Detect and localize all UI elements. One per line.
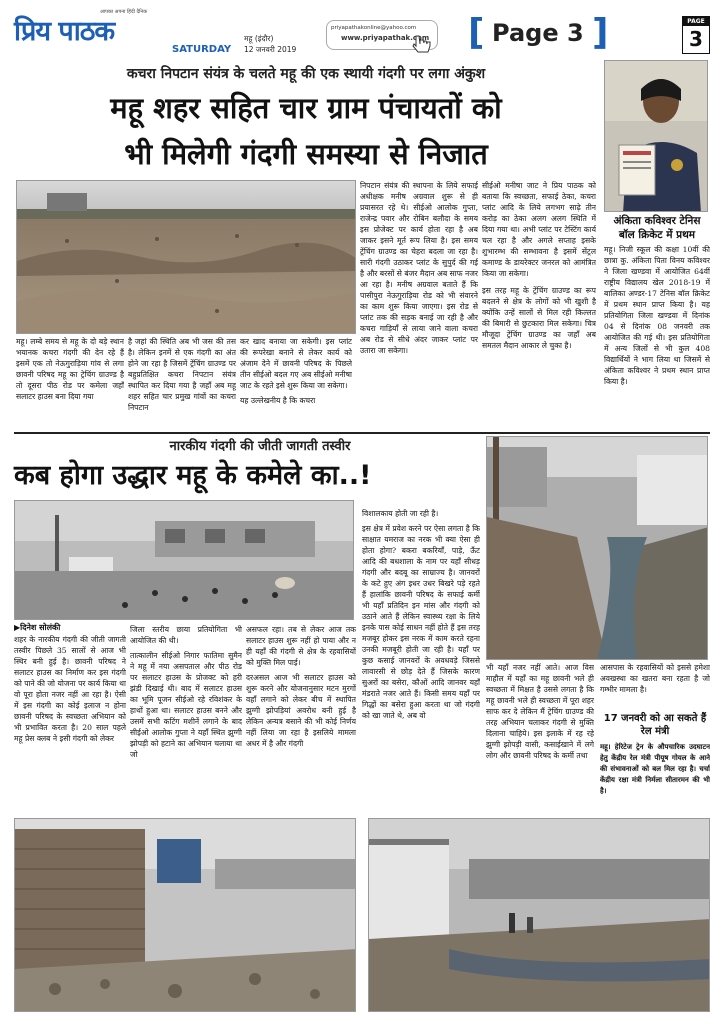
brand-logo: [14, 14, 152, 50]
slum-drain-photo: [368, 818, 710, 1012]
story2-col2: जिला स्तरीय छाया प्रतियोगिता भी आयोजित की थी। तात्कालीन सीईओ निगार फातिमा सुमैन ने महू में नया असपताल और पीठ रोड पर सलाटर हाउस के प्रोजक्ट को हरी झंडी दिखाई थी। बाद में सलाटर हाउस का भूमि पूजन सीईओ रहे रविशंकर के हाथों हुआ था। सलाटर हाउस बनने और उसमें सभी कटिंग मशीनें लगाने के बाद सीईओ आलोक गुप्ता ने यहाँ स्थित झुग्गी झोपड़ी को हटाने का अभियान चलाया था जो: [130, 625, 242, 759]
email[interactable]: priyapathakonline@yahoo.com: [331, 25, 417, 31]
issue-day: SATURDAY: [172, 44, 232, 55]
story1-headline-line2: भी मिलेगी गंदगी समस्या से निजात: [124, 137, 488, 171]
drain-photo: [486, 436, 708, 660]
story1-col2: है जहां की स्थिति अब भी जस की तस है। लेकिन इनमें से एक गंदगी का अंत होने जा रहा है जिसमें ट्रेंचिंग ग्राउण्ड पर बहुप्रतिक्षित कचरा निपटान संयंत्र स्थापित कर दिया गया है जहाँ अब महू शहर सहित चार प्रमुख गांवों का कचरा निपटान: [128, 337, 236, 412]
story1-col3: कर खाद बनाया जा सकेगी। इस प्लांट की रूपरेखा बनाने से लेकर कार्य को अंजाम देने में छावनी परिषद के पिछले तीन सीईओ बदल गए अब सीईओ मनीषा जाट के रहते इसे शुरू किया जा सकेगा। यह उल्लेखनीय है कि कचरा: [240, 337, 352, 405]
story2-col4: विशालकाय होती जा रही है। इस क्षेत्र में प्रवेश करने पर ऐसा लगता है कि साक्षात यमराज का नरक भी क्या ऐसा ही होता होगा? बकरा बकरियाँ, पाड़े, ऊँट आदि की बधशाला के नाम पर यहाँ सीधड़ गंदगी और बदबू का साम्राज्य है। जानवरों के कटे हुए अंग इधर उधर बिखरे पड़े रहते हैं हालांकि छावनी परिषद के सफाई कर्मी भी यहाँ प्रतिदिन इन मांस और गंदगी को उठाने आते हैं लेकिन स्वास्थ्य रक्षा के लिये इनके पास कोई साधन नहीं होते हैं इस तरह मजबूर होकर इस नरक में काम करते रहना उनकी मजबूरी होती जा रही है। यहाँ पर कुछ कसाई जानवरों के अवधवड़े जिससे लावारसी से छोड़ देते हैं जिसके कारण सुअरों का बसेरा, कौओं आदि जानवर यहाँ मंडराते नजर आते हैं। किसी समय यहाँ पर गिद्धों का बसेरा हुआ करता था जो गंदगी को खा जाते थे, अब वो: [362, 509, 480, 720]
sidebar-heading: अंकिता कविश्वर टेनिस बॉल क्रिकेट में प्रथम: [613, 215, 701, 241]
story1-kicker: कचरा निपटान संयंत्र के चलते महू की एक स्थायी गंदगी पर लगा अंकुश: [126, 66, 486, 82]
story2-col1: शहर के नारकीय गंदगी की जीती जागती तस्वीर पिछले 35 सालों से आज भी स्थिर बनी हुई है। छावनी परिषद ने सलाटर हाउस का निर्माण कर इस गंदगी को पाने की जो योजना पर कार्य किया था वो पूरा होता नजर नहीं आ रहा है। ऐसी में इस गंदगी का कोई इलाज न होना छावनी परिषद के स्वच्छता अभियान को भी प्रभावित करता है। 20 साल पहले महू प्रेस क्लब ने इसी गंदगी को लेकर: [14, 635, 126, 743]
kamela-street-photo: [14, 500, 354, 620]
story2-headline: कब होगा उद्धार महू के कमेले का..!: [14, 460, 372, 491]
brand-name: प्रिय पाठक: [14, 16, 115, 47]
byline-name: दिनेश सोलंकी: [20, 623, 61, 632]
page-label-text: Page 3: [492, 19, 584, 47]
website[interactable]: www.priyapathak.com: [341, 34, 430, 42]
story1-headline-line1: महू शहर सहित चार ग्राम पंचायतों को: [110, 91, 502, 125]
slaughterhouse-ruins-photo: [14, 818, 356, 1012]
pointer-hand-icon: [412, 34, 434, 54]
byline-marker: ▶: [14, 623, 21, 632]
page-corner-badge: PAGE 3: [682, 16, 710, 54]
tagline: आपका अपना हिंदी दैनिक: [100, 9, 148, 15]
story1-col5: सीईओ मनीषा जाट ने प्रिय पाठक को बताया कि स्वच्छता, सफाई ठेका, कचरा प्लांट आदि के लिये लगभग साढ़े तीन करोड़ का ठेका अलग अलग स्थिति में दिया गया था। अभी प्लांट पर टेस्टिंग कार्य चल रहा है और अगले सप्ताह इसके शुभारम्भ की सम्भावना है इसमें सेंट्रल कमाण्ड के डायरेक्टर जनरल को आमंत्रित किया जा सकेगा। इस तरह महू के ट्रेंचिंग ग्राउण्ड का रूप बदलने से क्षेत्र के लोगों को भी खुशी है क्योंकि उन्हें सालों से मिल रही किल्लत की बिमारी से छुटकारा मिल सकेगा। चित्र मौजूदा ट्रेंचिंग ग्राउण्ड का जहाँ अब समतल मैदान आकार ले चुका है।: [482, 181, 596, 350]
issue-date: 12 जनवरी 2019: [244, 45, 297, 54]
page-label: [ Page 3 ]: [468, 12, 609, 53]
byline: [14, 622, 124, 633]
story2-kicker: नारकीय गंदगी की जीती जागती तस्वीर: [169, 439, 351, 454]
ankita-photo: [604, 60, 708, 212]
story2-col6: आसपास के रहवासियों को इससे हमेशा अवखस्था का खतरा बना रहता है जो गम्भीर मामला है।: [600, 663, 710, 694]
issue-place: महू (इंदौर): [244, 34, 274, 43]
story2-col5: भी यहाँ नजर नहीं आते। आज विस माहौल में यहाँ का महू छावनी भले ही स्वच्छता में मिक्षत है उससे लगता है कि महू छावनी भले ही स्वच्छता में पूरा शहर साफ कर दे लेकिन मैं ट्रेचिंग ग्राउण्ड की तरह अभियान चलाकर गंदगी से मुक्ति दिलाना चाहिये। इस इलाके में रह रहे झुग्गी झोपड़ी वासी, कसाईखाने में लगे लोग और छावनी परिषद के कर्मी तथा: [486, 663, 594, 760]
rail-minister-headline: 17 जनवरी को आ सकते हैं रेल मंत्री: [603, 713, 707, 737]
masthead: [0, 0, 724, 60]
story1-col4: निपटान संयंत्र की स्थापना के लिये सफाई अधीक्षक मनीष अग्रवाल शुरू से ही प्रयासरत रहे थे। सीईओ आलोक गुप्ता, राजेन्द्र पवार और रोबिन बलौदा के समय इस प्रोजेक्ट पर कार्य होता रहा है अब जाकर इसने मूर्त रूप लिया है। इस समय ट्रेंचिंग ग्राउण्ड का चेहरा बदला जा रहा है। सारी गंदगी उठाकर प्लांट के सुपुर्द की गई है और बरसों से बंजर मैदान अब साफ नजर आ रहा है। मनीष अग्रवाल बताते हैं कि पासीपुरा नेऊगुराड़िया रोड को भी संवारने का काम शुरू किया जाएगा। इस रोड से प्लांट तक की सड़क बनाई जा रही है और कचरा गाड़ियाँ से लाया जाने वाला कचरा अब रोड से सीधे अंदर जाकर प्लांट पर उतारा जा सकेगा।: [360, 181, 478, 355]
story2-col3: असफल रहा। तब से लेकर आज तक सलाटर हाउस शुरू नहीं हो पाया और न ही यहाँ की गंदगी से क्षेत्र के रहवासियों को मुक्ति मिल पाई। दरअसल आज भी सलाटर हाउस को शुरू करने और योजनानुसार मटन मुरगों वहाँ लगाने को लेकर बीच में स्थापित झुग्गी झोपड़ियां अवरोध बनी हुई है लेकिन अन्यत्र बसाने की भी कोई निर्णय नहीं लिया जा रहा है इसलिये मामला अधर में है और गंदगी: [246, 625, 356, 748]
sidebar-body: महू। निजी स्कूल की कक्षा 10वीं की छात्रा कु. अंकिता पिता विनय कविश्वर ने जिला खण्डवा में आयोजित 64वीं राष्ट्रीय विद्यालय खेल 2018-19 में बालिका अण्डर-17 टेनिस बॉल क्रिकेट में प्रथम स्थान प्राप्त किया है। यह प्रतियोगिता जिला खण्डवा में दिनांक 04 से दिनांक 08 जनवरी तक आयोजित की गई थी। इस प्रतियोगिता में अन्य जिलों से भी कुल 408 विद्यार्थियों ने भाग लिया था जिसमें से अंकिता कविश्वर ने प्रथम स्थान प्राप्त किया है।: [604, 245, 710, 386]
rail-minister-body: महू। हेरिटेज ट्रेन के औपचारिक उदघाटन हेतु केंद्रीय रेल मंत्री पीयूष गोयल के आने की संभावनाओं को बल मिल रहा है। चर्चा केंद्रीय रक्षा मंत्री निर्मला सीतारमन की भी है।: [600, 743, 710, 795]
story1-col1: महू। लम्बे समय से महू के दो बड़े स्थान भयानक कचरा गंदगी की देन रहे हैं इसमें एक तो नेऊगुराड़िया गांव से लगा छावनी परिषद महू का ट्रेचिंग ग्राउण्ड है तो दूसरा पीठ रोड पर कमेला जहाँ सलाटर हाउस बना दिया गया: [16, 337, 124, 401]
section-divider: [14, 432, 710, 434]
trenching-ground-photo: [16, 180, 356, 334]
